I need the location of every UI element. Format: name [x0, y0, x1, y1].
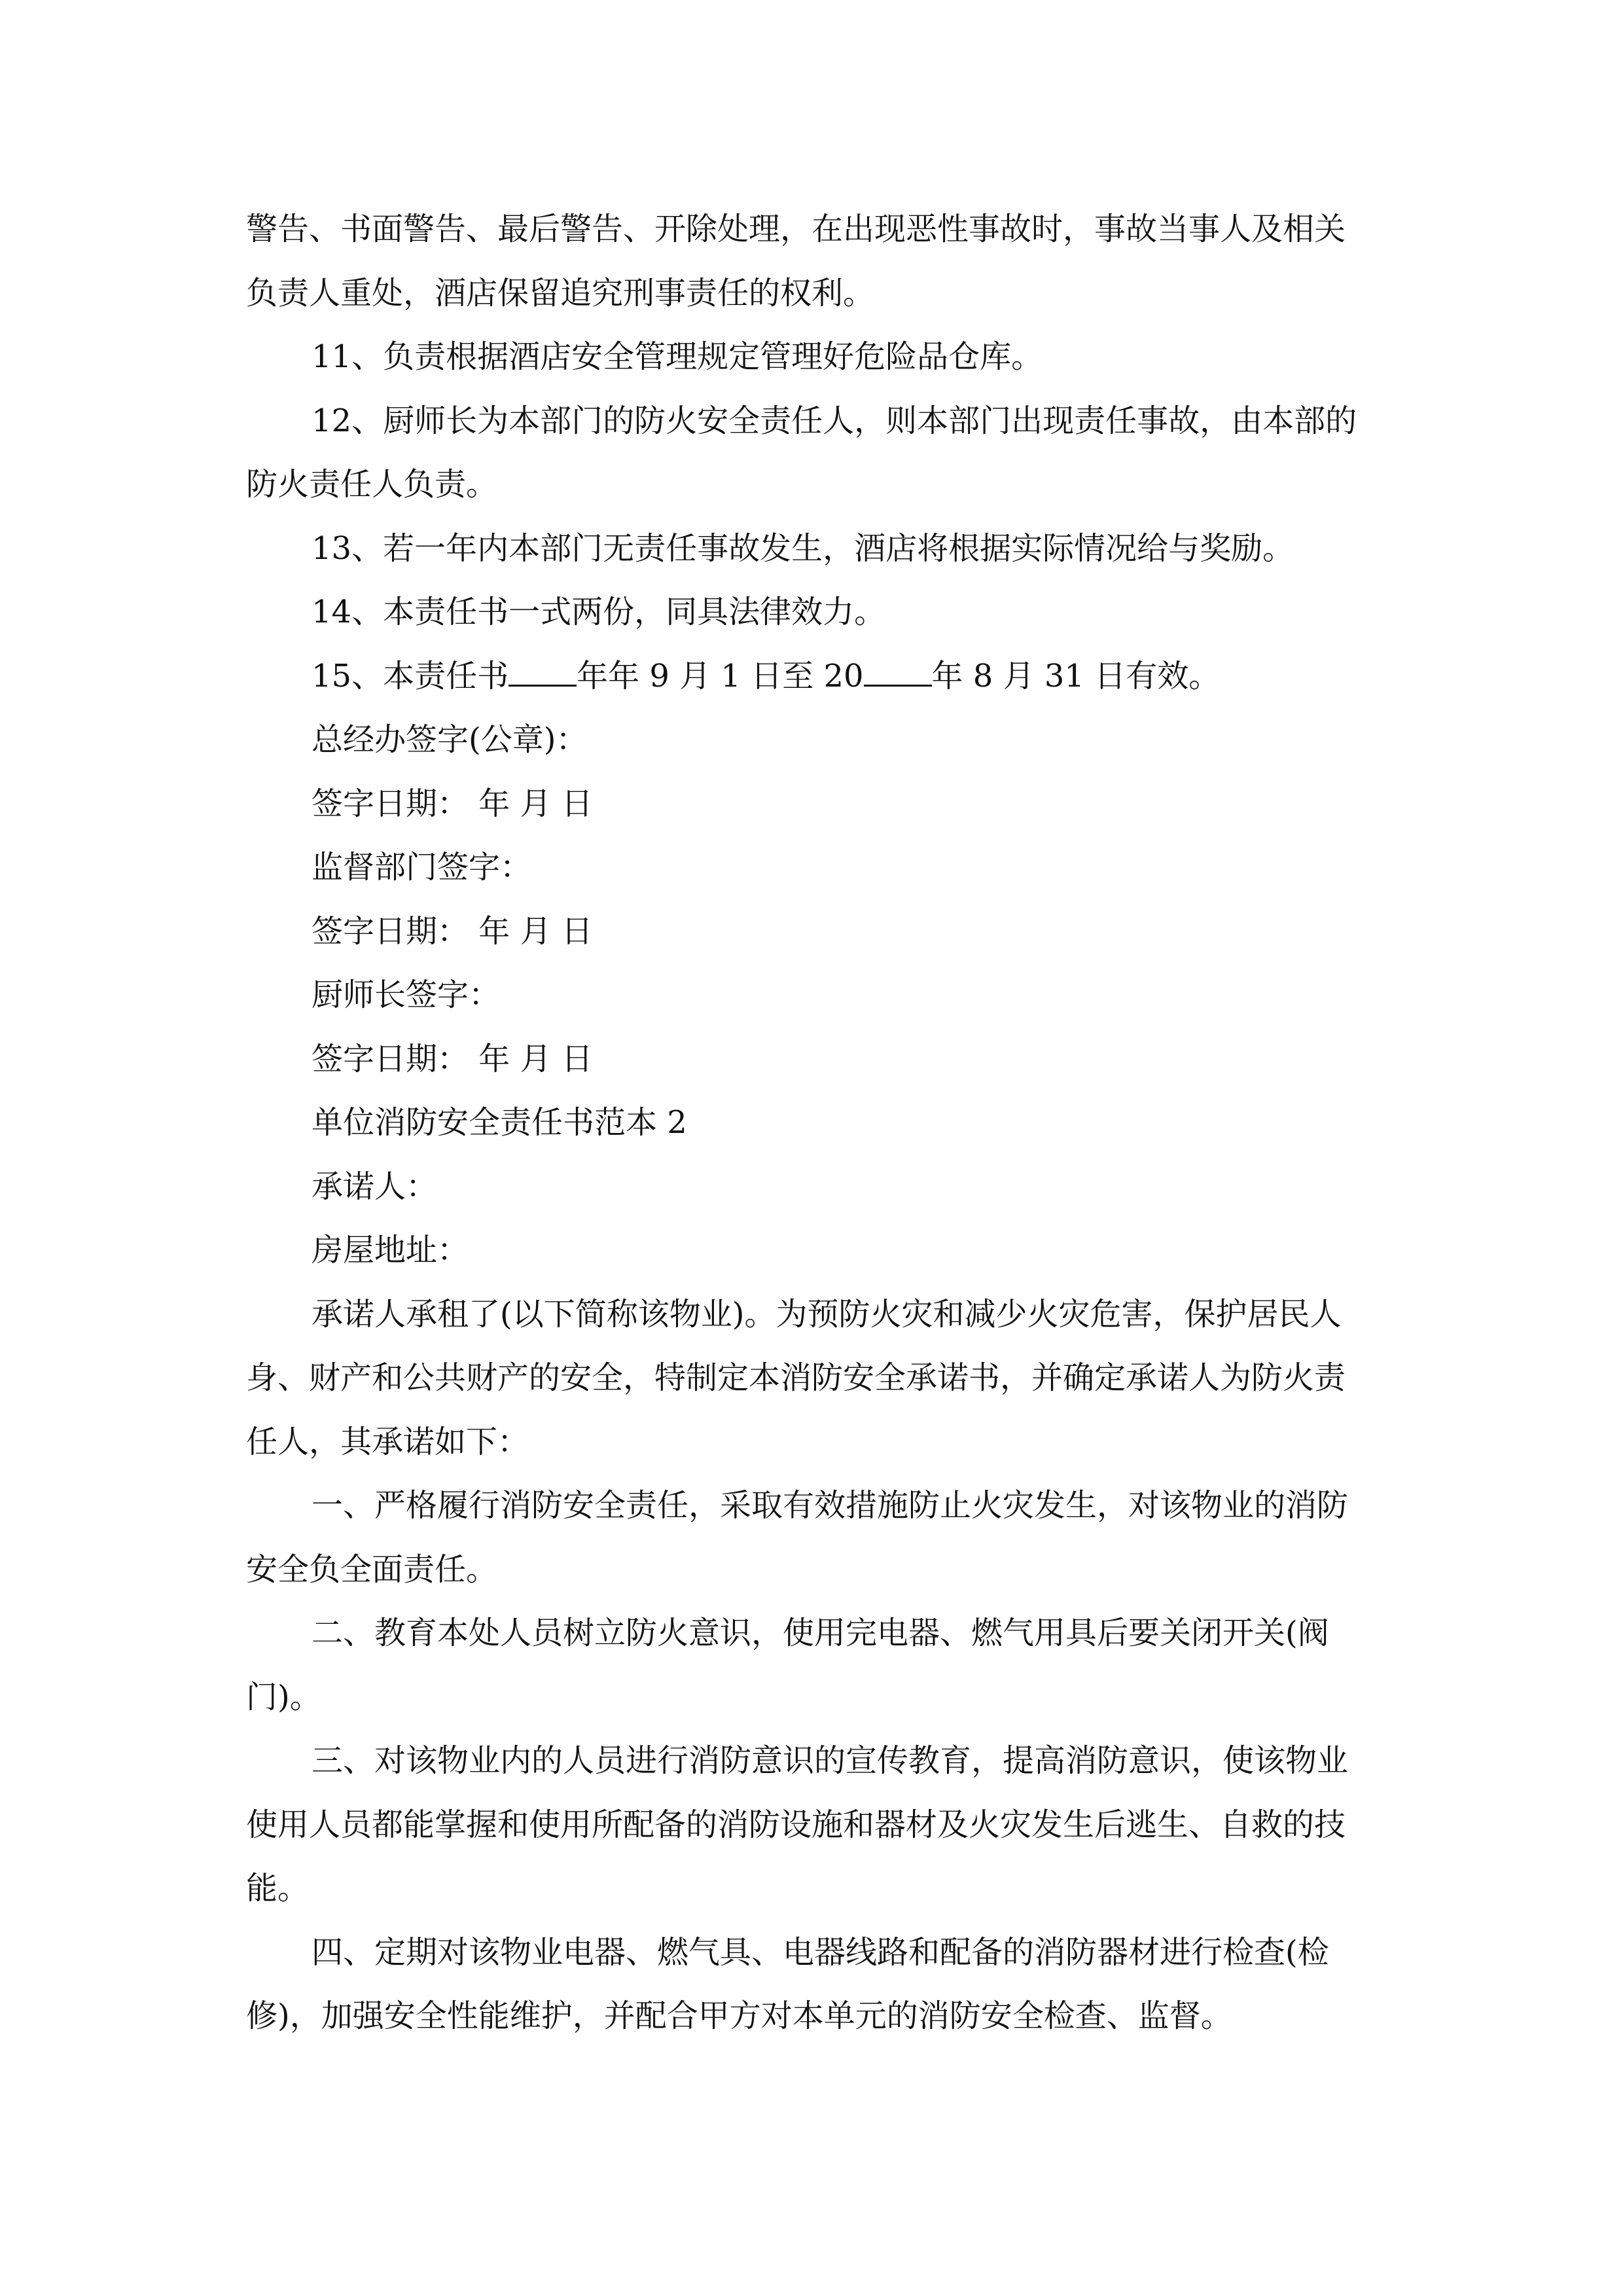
address-field: 房屋地址： [312, 1232, 469, 1268]
clause-15 [246, 645, 1377, 709]
paragraph-line: 承诺人承租了(以下简称该物业)。为预防火灾和减少火灾危害，保护居民人 [312, 1295, 1342, 1333]
item-three: 三、对该物业内的人员进行消防意识的宣传教育，提高消防意识，使该物业 [312, 1742, 1349, 1779]
signature-general-office: 总经办签字(公章)： [312, 721, 588, 758]
paragraph-line: 使用人员都能掌握和使用所配备的消防设施和器材及火灾发生后逃生、自救的技 [246, 1806, 1346, 1843]
item-two: 二、教育本处人员树立防火意识，使用完电器、燃气用具后要关闭开关(阀 [312, 1615, 1329, 1651]
signature-head-chef: 厨师长签字： [312, 977, 501, 1013]
clause-15-prefix: 15、本责任书 [312, 657, 509, 694]
paragraph-line: 负责人重处，酒店保留追究刑事责任的权利。 [246, 274, 875, 312]
paragraph-line: 门)。 [246, 1678, 321, 1715]
item-four: 四、定期对该物业电器、燃气具、电器线路和配备的消防器材进行检查(检 [312, 1933, 1329, 1971]
clause-15-middle: 年年 9 月 1 日至 20 [577, 657, 864, 694]
signature-date: 签字日期： 年 月 日 [312, 1040, 593, 1077]
paragraph-line: 能。 [246, 1870, 310, 1907]
clause-13: 13、若一年内本部门无责任事故发生，酒店将根据实际情况给与奖励。 [312, 529, 1294, 567]
section-heading: 单位消防安全责任书范本 2 [312, 1104, 687, 1141]
signature-supervision-dept: 监督部门签字： [312, 849, 532, 886]
clause-11: 11、负责根据酒店安全管理规定管理好危险品仓库。 [312, 338, 1043, 375]
clause-15-suffix: 年 8 月 31 日有效。 [931, 657, 1221, 694]
document-page [246, 198, 1377, 2049]
signature-date: 签字日期： 年 月 日 [312, 912, 593, 950]
paragraph-line: 安全负全面责任。 [246, 1551, 498, 1588]
paragraph-line: 警告、书面警告、最后警告、开除处理，在出现恶性事故时，事故当事人及相关 [246, 211, 1346, 247]
signature-date: 签字日期： 年 月 日 [312, 785, 593, 822]
paragraph-line: 修)，加强安全性能维护，并配合甲方对本单元的消防安全检查、监督。 [246, 1998, 1232, 2034]
year-blank [508, 655, 577, 687]
promisor-field: 承诺人： [312, 1168, 438, 1205]
clause-12: 12、厨师长为本部门的防火安全责任人，则本部门出现责任事故，由本部的 [312, 402, 1357, 439]
paragraph-line: 身、财产和公共财产的安全，特制定本消防安全承诺书，并确定承诺人为防火责 [246, 1359, 1346, 1396]
clause-14: 14、本责任书一式两份，同具法律效力。 [312, 594, 886, 630]
paragraph-line: 防火责任人负责。 [246, 466, 498, 503]
year-blank [864, 655, 932, 687]
item-one: 一、严格履行消防安全责任，采取有效措施防止火灾发生，对该物业的消防 [312, 1487, 1349, 1524]
paragraph-line: 任人，其承诺如下： [246, 1423, 529, 1460]
